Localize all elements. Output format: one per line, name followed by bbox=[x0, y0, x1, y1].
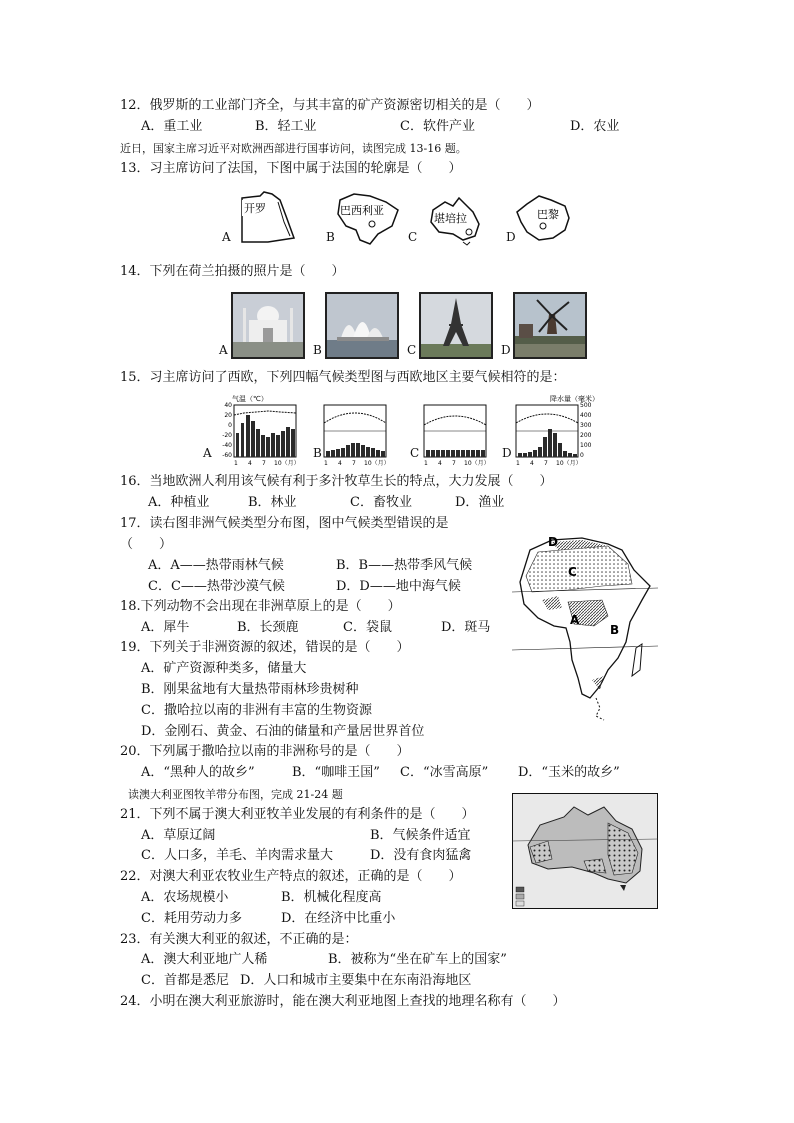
photo-sydney-opera-house bbox=[325, 292, 399, 359]
q17-option-c: C．C——热带沙漠气候 bbox=[148, 579, 285, 594]
q20-option-a: A．“黑种人的故乡” bbox=[141, 765, 255, 780]
x-tick: 10（月） bbox=[364, 460, 390, 467]
q19-option-b: B．刚果盆地有大量热带雨林珍贵树种 bbox=[141, 682, 359, 697]
y-tick: -40 bbox=[222, 442, 232, 449]
q19-option-d: D．金刚石、黄金、石油的储量和产量居世界首位 bbox=[141, 724, 425, 739]
temp-axis-label: 气温（℃） bbox=[232, 395, 268, 403]
q12-stem: 12．俄罗斯的工业部门齐全，与其丰富的矿产资源密切相关的是（ ） bbox=[120, 98, 540, 113]
q23-option-d: D．人口和城市主要集中在东南沿海地区 bbox=[240, 973, 472, 988]
q18-option-a: A．犀牛 bbox=[141, 620, 190, 635]
note-13-16: 近日，国家主席习近平对欧洲西部进行国事访问，读图完成 13-16 题。 bbox=[120, 142, 467, 155]
q12-option-a: A．重工业 bbox=[141, 119, 203, 134]
q17-blank: （ ） bbox=[120, 537, 173, 552]
q19-option-a: A．矿产资源种类多，储量大 bbox=[141, 661, 307, 676]
q23-option-c: C．首都是悉尼 bbox=[141, 973, 229, 988]
q13-stem: 13．习主席访问了法国，下图中属于法国的轮廓是（ ） bbox=[120, 161, 462, 176]
q18-option-b: B．长颈鹿 bbox=[237, 620, 299, 635]
q18-stem: 18.下列动物不会出现在非洲草原上的是（ ） bbox=[120, 599, 401, 614]
photo-eiffel-tower bbox=[419, 292, 493, 359]
y-tick: -60 bbox=[222, 452, 232, 459]
q19-option-c: C．撒哈拉以南的非洲有丰富的生物资源 bbox=[141, 703, 372, 718]
climate-chart-a bbox=[212, 393, 302, 469]
x-tick: 1 bbox=[516, 460, 520, 467]
q15-stem: 15．习主席访问了西欧，下列四幅气候类型图与西欧地区主要气候相符的是： bbox=[120, 370, 566, 385]
q13-label-d: D bbox=[506, 230, 516, 244]
precip-axis-label: 降水量（毫米） bbox=[550, 395, 599, 403]
q15-label-d: D bbox=[502, 446, 512, 460]
q15-label-c: C bbox=[410, 446, 420, 460]
q23-stem: 23．有关澳大利亚的叙述，不正确的是： bbox=[120, 932, 358, 947]
x-tick: 7 bbox=[262, 460, 266, 467]
y-tick: 300 bbox=[580, 422, 592, 429]
australia-sheep-map bbox=[512, 793, 658, 909]
x-tick: 7 bbox=[352, 460, 356, 467]
x-tick: 1 bbox=[424, 460, 428, 467]
q22-stem: 22．对澳大利亚农牧业生产特点的叙述，正确的是（ ） bbox=[120, 869, 462, 884]
q20-option-c: C．“冰雪高原” bbox=[400, 765, 489, 780]
q17-option-b: B．B——热带季风气候 bbox=[336, 558, 473, 573]
map-label-d: D bbox=[548, 535, 558, 549]
australia-outline-map bbox=[427, 190, 483, 246]
y-tick: 500 bbox=[580, 402, 592, 409]
q17-option-a: A．A——热带雨林气候 bbox=[148, 558, 284, 573]
y-tick: -20 bbox=[222, 432, 232, 439]
q14-stem: 14．下列在荷兰拍摄的照片是（ ） bbox=[120, 264, 345, 279]
q13-label-a: A bbox=[222, 230, 231, 244]
map-label-canberra: 堪培拉 bbox=[434, 212, 467, 225]
q17-option-d: D．D——地中海气候 bbox=[336, 579, 461, 594]
q20-option-d: D．“玉米的故乡” bbox=[518, 765, 620, 780]
q12-option-b: B．轻工业 bbox=[255, 119, 317, 134]
x-tick: 10（月） bbox=[464, 460, 490, 467]
map-label-cairo: 开罗 bbox=[244, 202, 266, 215]
q15-label-a: A bbox=[203, 446, 212, 460]
q18-option-c: C．袋鼠 bbox=[343, 620, 392, 635]
brazil-outline-map bbox=[334, 190, 402, 246]
q16-option-d: D．渔业 bbox=[455, 495, 505, 510]
y-tick: 200 bbox=[580, 432, 592, 439]
q15-label-b: B bbox=[313, 446, 322, 460]
q20-stem: 20．下列属于撒哈拉以南的非洲称号的是（ ） bbox=[120, 744, 410, 759]
q14-label-d: D bbox=[501, 343, 511, 357]
q13-label-c: C bbox=[408, 230, 418, 244]
x-tick: 4 bbox=[338, 460, 342, 467]
q12-option-d: D．农业 bbox=[570, 119, 620, 134]
q16-stem: 16．当地欧洲人利用该气候有利于多汁牧草生长的特点，大力发展（ ） bbox=[120, 474, 553, 489]
q17-stem: 17．读右图非洲气候类型分布图，图中气候类型错误的是 bbox=[120, 516, 449, 531]
y-tick: 20 bbox=[224, 412, 232, 419]
q24-stem: 24．小明在澳大利亚旅游时，能在澳大利亚地图上查找的地理名称有（ ） bbox=[120, 994, 566, 1009]
map-label-b: B bbox=[610, 623, 620, 637]
climate-chart-b bbox=[320, 393, 394, 469]
africa-climate-map bbox=[512, 530, 658, 722]
x-tick: 4 bbox=[530, 460, 534, 467]
climate-chart-d bbox=[512, 393, 608, 469]
note-21-24: 读澳大利亚图牧羊带分布图，完成 21-24 题 bbox=[128, 788, 343, 801]
q19-stem: 19．下列关于非洲资源的叙述，错误的是（ ） bbox=[120, 640, 410, 655]
q22-option-b: B．机械化程度高 bbox=[281, 890, 382, 905]
q21-option-a: A．草原辽阔 bbox=[141, 828, 216, 843]
q13-label-b: B bbox=[326, 230, 335, 244]
q18-option-d: D．斑马 bbox=[441, 620, 491, 635]
y-tick: 100 bbox=[580, 442, 592, 449]
q16-option-c: C．畜牧业 bbox=[350, 495, 412, 510]
x-tick: 10（月） bbox=[556, 460, 582, 467]
x-tick: 7 bbox=[452, 460, 456, 467]
x-tick: 1 bbox=[324, 460, 328, 467]
q14-label-b: B bbox=[313, 343, 322, 357]
q14-label-a: A bbox=[219, 343, 228, 357]
y-tick: 400 bbox=[580, 412, 592, 419]
q21-option-c: C．人口多，羊毛、羊肉需求量大 bbox=[141, 848, 333, 863]
map-label-brasilia: 巴西利亚 bbox=[340, 204, 384, 217]
q16-option-a: A．种植业 bbox=[148, 495, 210, 510]
q21-stem: 21．下列不属于澳大利亚牧羊业发展的有利条件的是（ ） bbox=[120, 807, 475, 822]
q22-option-c: C．耗用劳动力多 bbox=[141, 911, 242, 926]
x-tick: 7 bbox=[544, 460, 548, 467]
q20-option-b: B．“咖啡王国” bbox=[292, 765, 380, 780]
q22-option-d: D．在经济中比重小 bbox=[281, 911, 396, 926]
map-label-a: A bbox=[570, 613, 580, 627]
y-tick: 40 bbox=[224, 402, 232, 409]
y-tick: 0 bbox=[580, 452, 584, 459]
x-tick: 4 bbox=[248, 460, 252, 467]
q12-option-c: C．软件产业 bbox=[400, 119, 475, 134]
q22-option-a: A．农场规模小 bbox=[141, 890, 229, 905]
y-tick: 0 bbox=[228, 422, 232, 429]
photo-taj-mahal bbox=[231, 292, 305, 359]
map-label-paris: 巴黎 bbox=[537, 208, 559, 221]
x-tick: 10（月） bbox=[274, 460, 300, 467]
photo-windmill-tulips bbox=[513, 292, 587, 359]
q23-option-a: A．澳大利亚地广人稀 bbox=[141, 952, 268, 967]
x-tick: 1 bbox=[234, 460, 238, 467]
france-outline-map bbox=[515, 190, 575, 246]
q14-label-c: C bbox=[407, 343, 417, 357]
q23-option-b: B．被称为“坐在矿车上的国家” bbox=[328, 952, 507, 967]
map-label-c: C bbox=[568, 565, 577, 579]
q16-option-b: B．林业 bbox=[248, 495, 297, 510]
egypt-outline-map bbox=[238, 186, 300, 248]
climate-chart-c bbox=[420, 393, 494, 469]
q21-option-b: B．气候条件适宜 bbox=[370, 828, 471, 843]
q21-option-d: D．没有食肉猛禽 bbox=[370, 848, 472, 863]
x-tick: 4 bbox=[438, 460, 442, 467]
